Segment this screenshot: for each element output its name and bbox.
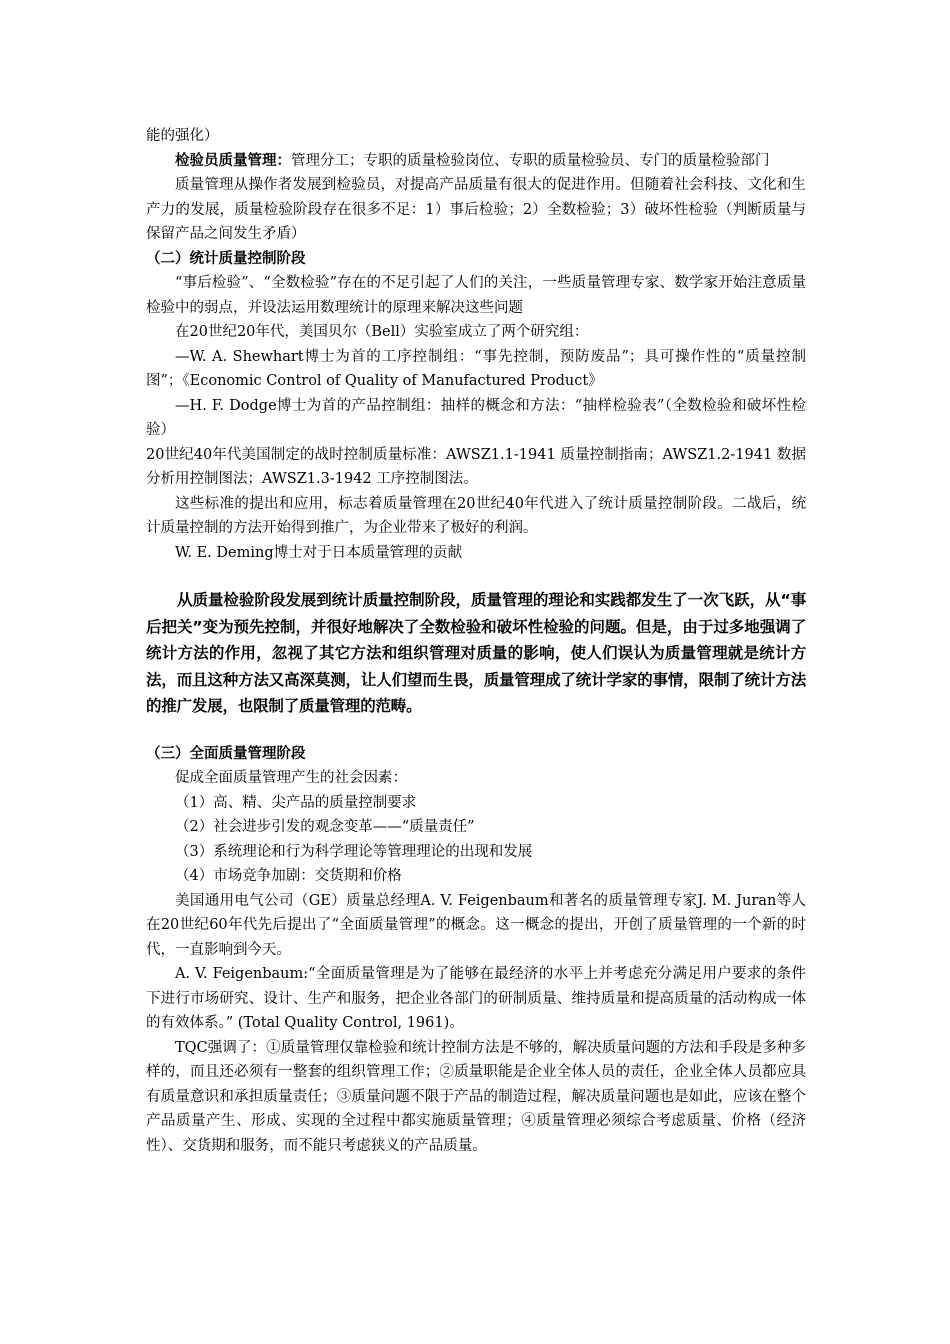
bold-term: 检验员质量管理： (175, 152, 291, 169)
paragraph: 在20世纪20年代，美国贝尔（Bell）实验室成立了两个研究组： (175, 324, 589, 340)
paragraph: 质量管理从操作者发展到检验员，对提高产品质量有很大的促进作用。但随着社会科技、文化和生产力的发展，质量检验阶段存在很多不足：1）事后检验；2）全数检验；3）破坏性检验（判断质量与保留产品之间发生矛盾） (146, 177, 806, 242)
list-item: （4）市场竞争加剧：交货期和价格 (175, 868, 402, 884)
paragraph: 20世纪40年代美国制定的战时控制质量标准：AWSZ1.1-1941 质量控制指南；AWSZ1.2-1941 数据分析用控制图法；AWSZ1.3-1942 工序控制图法。 (146, 446, 806, 487)
list-item: （3）系统理论和行为科学理论等管理理论的出现和发展 (175, 843, 533, 860)
paragraph: 这些标准的提出和应用，标志着质量管理在20世纪40年代进入了统计质量控制阶段。二战后，统计质量控制的方法开始得到推广，为企业带来了极好的利润。 (146, 495, 806, 536)
list-item: （1）高、精、尖产品的质量控制要求 (175, 794, 417, 811)
paragraph: 美国通用电气公司（GE）质量总经理A. V. Feigenbaum和著名的质量管理专家J. M. Juran等人在20世纪60年代先后提出了“全面质量管理”的概念。这一概念的提出，开创了质量管理的一个新的时代，一直影响到今天。 (146, 892, 806, 958)
emphasis-paragraph: 从质量检验阶段发展到统计质量控制阶段，质量管理的理论和实践都发生了一次飞跃，从“事后把关”变为预先控制，并很好地解决了全数检验和破坏性检验的问题。但是，由于过多地强调了统计方法的作用，忽视了其它方法和组织管理对质量的影响，使人们误认为质量管理就是统计方法，而且这种方法又高深莫测，让人们望而生畏，质量管理成了统计学家的事情，限制了统计方法的推广发展，也限制了质量管理的范畴。 (146, 591, 806, 715)
list-item: （2）社会进步引发的观念变革——“质量责任” (175, 819, 475, 835)
paragraph-text: 管理分工；专职的质量检验岗位、专职的质量检验员、专门的质量检验部门 (291, 152, 770, 169)
paragraph: A. V. Feigenbaum:“全面质量管理是为了能够在最经济的水平上并考虑充分满足用户要求的条件下进行市场研究、设计、生产和服务，把企业各部门的研制质量、维持质量和提高质量的活动构成一体的有效体系。” (Total Quality Control, 1961)。 (146, 966, 806, 1031)
section-heading: （二）统计质量控制阶段 (146, 250, 306, 267)
paragraph: 能的强化） (146, 128, 219, 144)
section-heading: （三）全面质量管理阶段 (146, 745, 306, 762)
paragraph: —W. A. Shewhart博士为首的工序控制组：“事先控制，预防废品”；具可操作性的“质量控制图”；《Economic Control of Quality of Manufactured Product》 (146, 348, 806, 389)
paragraph: —H. F. Dodge博士为首的产品控制组：抽样的概念和方法：“抽样检验表”（全数检验和破坏性检验） (146, 397, 806, 438)
paragraph: 促成全面质量管理产生的社会因素： (175, 770, 407, 786)
document-body (146, 124, 806, 1158)
paragraph: “事后检验”、“全数检验”存在的不足引起了人们的关注，一些质量管理专家、数学家开始注意质量检验中的弱点，并设法运用数理统计的原理来解决这些问题 (146, 275, 806, 316)
paragraph: W. E. Deming博士对于日本质量管理的贡献 (175, 544, 463, 561)
paragraph: TQC强调了：①质量管理仅靠检验和统计控制方法是不够的，解决质量问题的方法和手段是多种多样的，而且还必须有一整套的组织管理工作；②质量职能是企业全体人员的责任，企业全体人员都应具有质量意识和承担质量责任；③质量问题不限于产品的制造过程，解决质量问题也是如此，应该在整个产品质量产生、形成、实现的全过程中都实施质量管理；④质量管理必须综合考虑质量、价格（经济性）、交货期和服务，而不能只考虑狭义的产品质量。 (146, 1039, 806, 1154)
paragraph (146, 149, 806, 174)
